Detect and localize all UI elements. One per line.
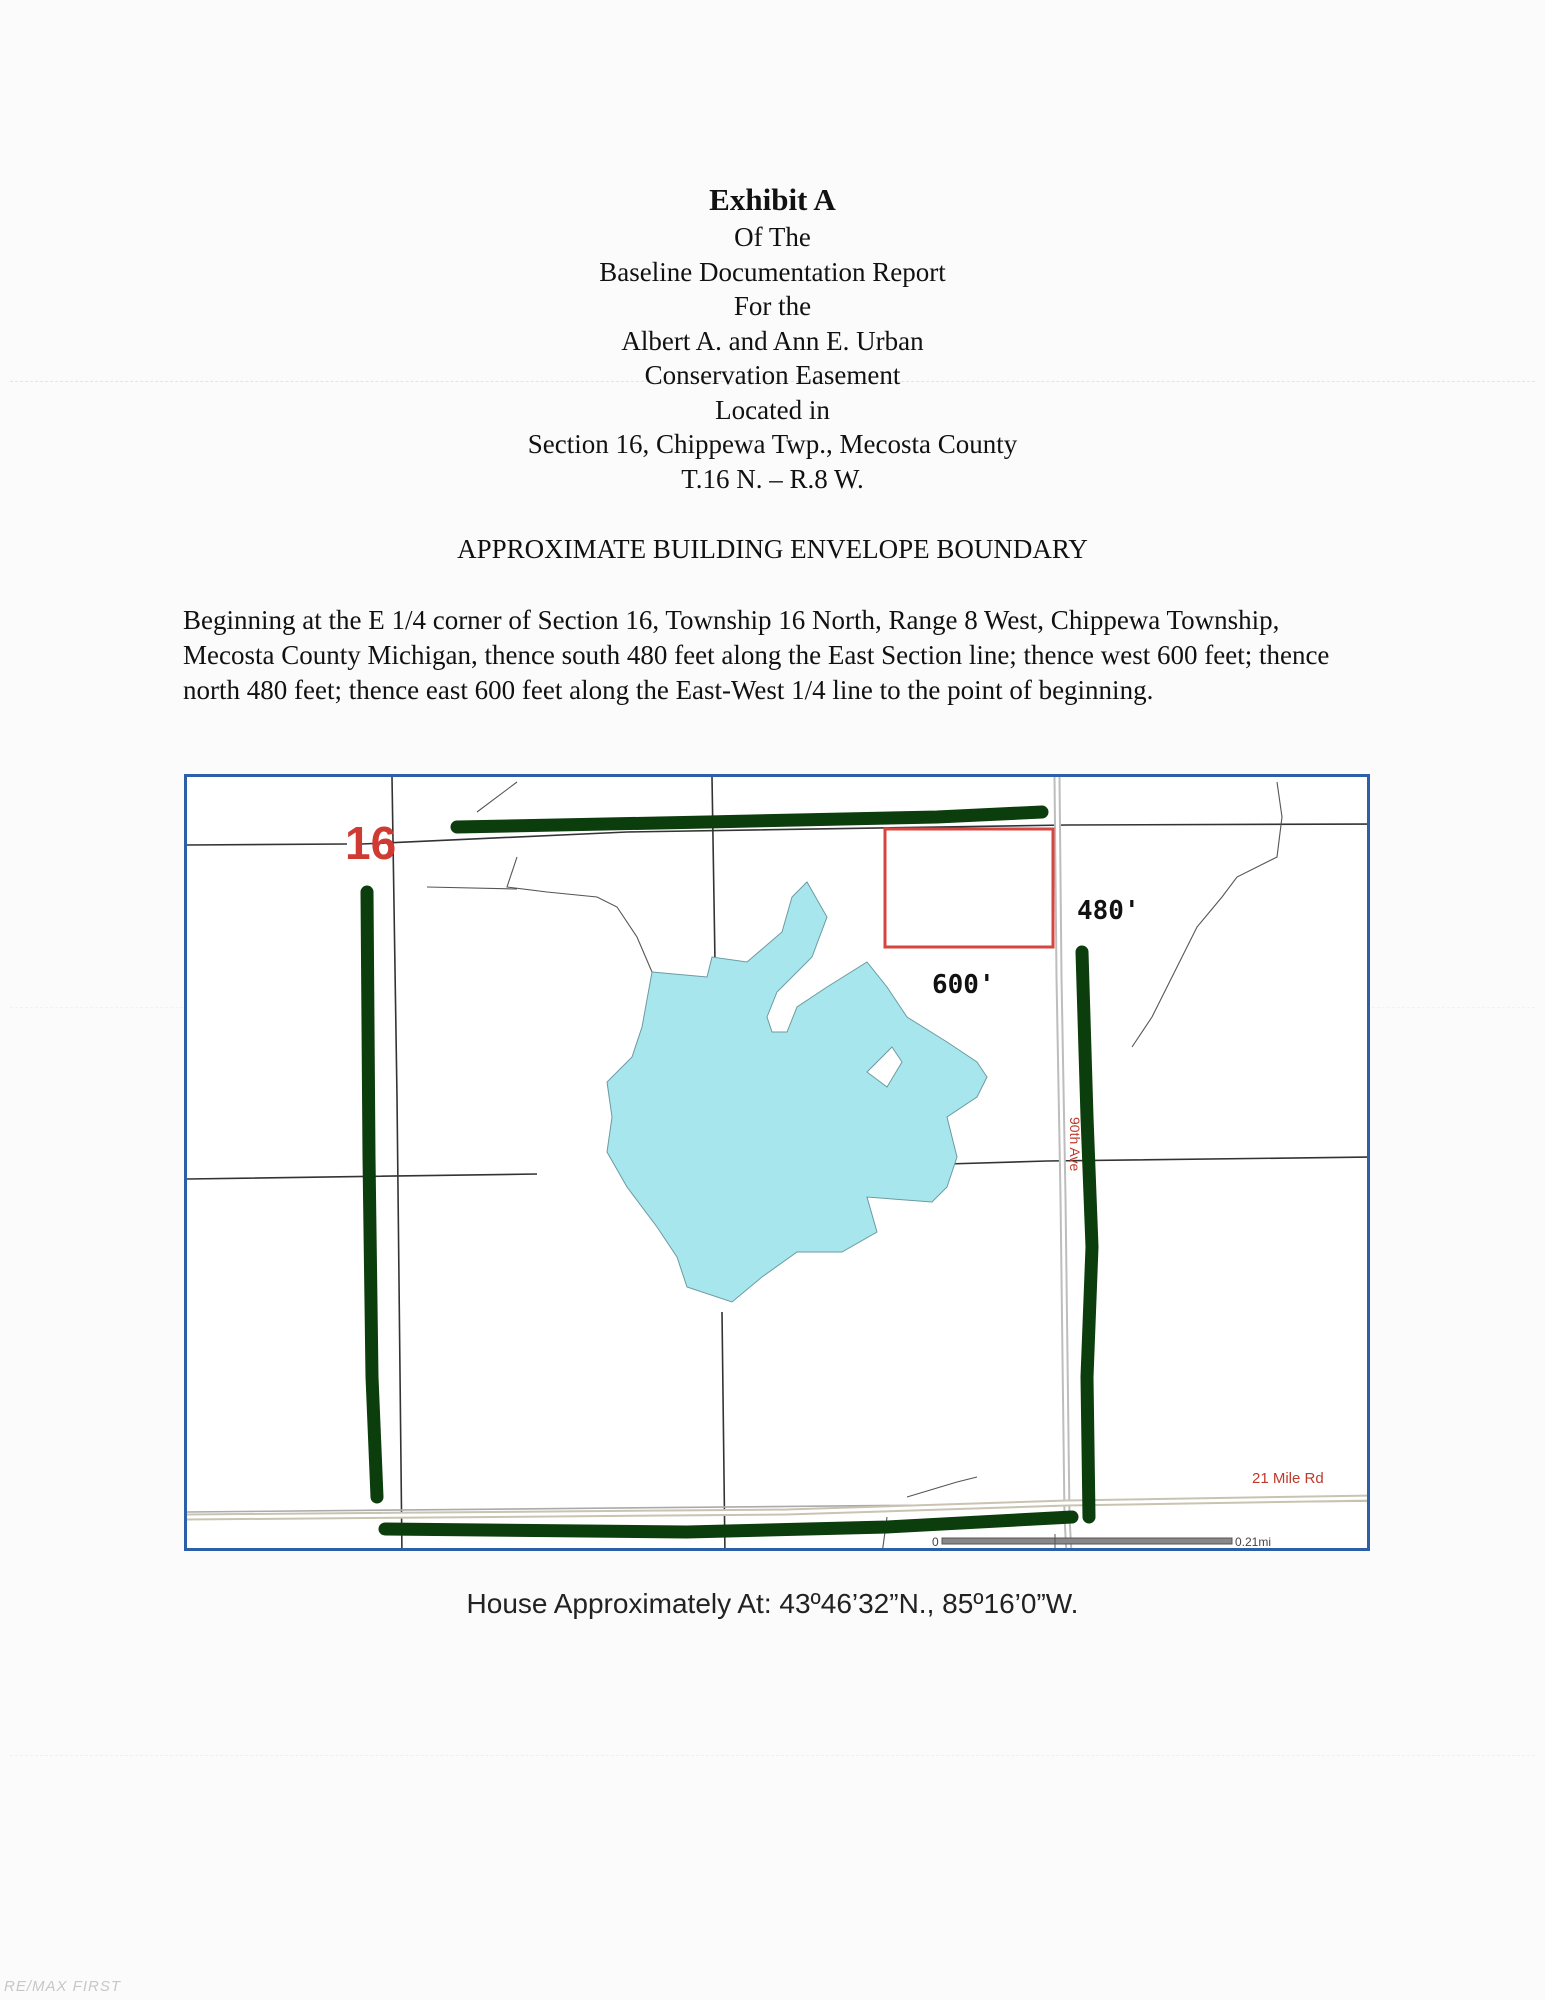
exhibit-header — [0, 180, 1545, 496]
exhibit-title: Exhibit A — [709, 182, 836, 217]
outline-north — [457, 812, 1042, 827]
building-envelope — [885, 829, 1053, 947]
outline-west — [367, 892, 377, 1497]
stream-line — [1132, 782, 1282, 1047]
header-line: Baseline Documentation Report — [599, 256, 946, 287]
lake — [607, 882, 987, 1302]
road-label-90th-ave: 90th Ave — [1067, 1117, 1083, 1172]
stream-line — [427, 887, 517, 889]
scale-start-label: 0 — [932, 1535, 939, 1549]
boundary-subtitle: APPROXIMATE BUILDING ENVELOPE BOUNDARY — [457, 534, 1088, 564]
header-line: For the — [733, 291, 812, 321]
dimension-600-label: 600' — [932, 970, 995, 1000]
scan-rule-bottom — [10, 1755, 1535, 1757]
outline-south — [385, 1517, 1072, 1532]
house-coordinates: House Approximately At: 43º46’32”N., 85º16’0”W. — [466, 1588, 1079, 1619]
scale-end-label: 0.21mi — [1235, 1535, 1272, 1549]
section-map — [184, 774, 1370, 1551]
section-number-label: 16 — [345, 817, 397, 869]
header-line: Of The — [734, 222, 811, 252]
header-line: Albert A. and Ann E. Urban — [621, 325, 924, 356]
header-line: Conservation Easement — [644, 360, 901, 390]
road-label-21-mile-rd: 21 Mile Rd — [1252, 1470, 1324, 1487]
grid-line-west — [392, 777, 402, 1551]
dimension-480-label: 480' — [1077, 896, 1140, 926]
legal-description: Beginning at the E 1/4 corner of Section 16, Township 16 North, Range 8 West, Chippewa Township, Mecosta County Michigan, thence south 480 feet along the East Section line; thence west 600 feet; thence north 480 feet; thence east 600 feet along the East-West 1/4 line to the point of beginning. — [183, 605, 1330, 705]
road-21-mile-rd — [187, 1498, 1370, 1517]
header-line: Located in — [715, 394, 830, 425]
watermark: RE/MAX FIRST — [4, 1978, 122, 1995]
map-canvas — [187, 777, 1370, 1551]
outline-east — [1082, 952, 1092, 1517]
scale-bar — [932, 1534, 1271, 1549]
stream-line — [477, 782, 667, 975]
header-line: T.16 N. – R.8 W. — [681, 463, 864, 494]
header-line: Section 16, Chippewa Twp., Mecosta County — [527, 429, 1018, 459]
